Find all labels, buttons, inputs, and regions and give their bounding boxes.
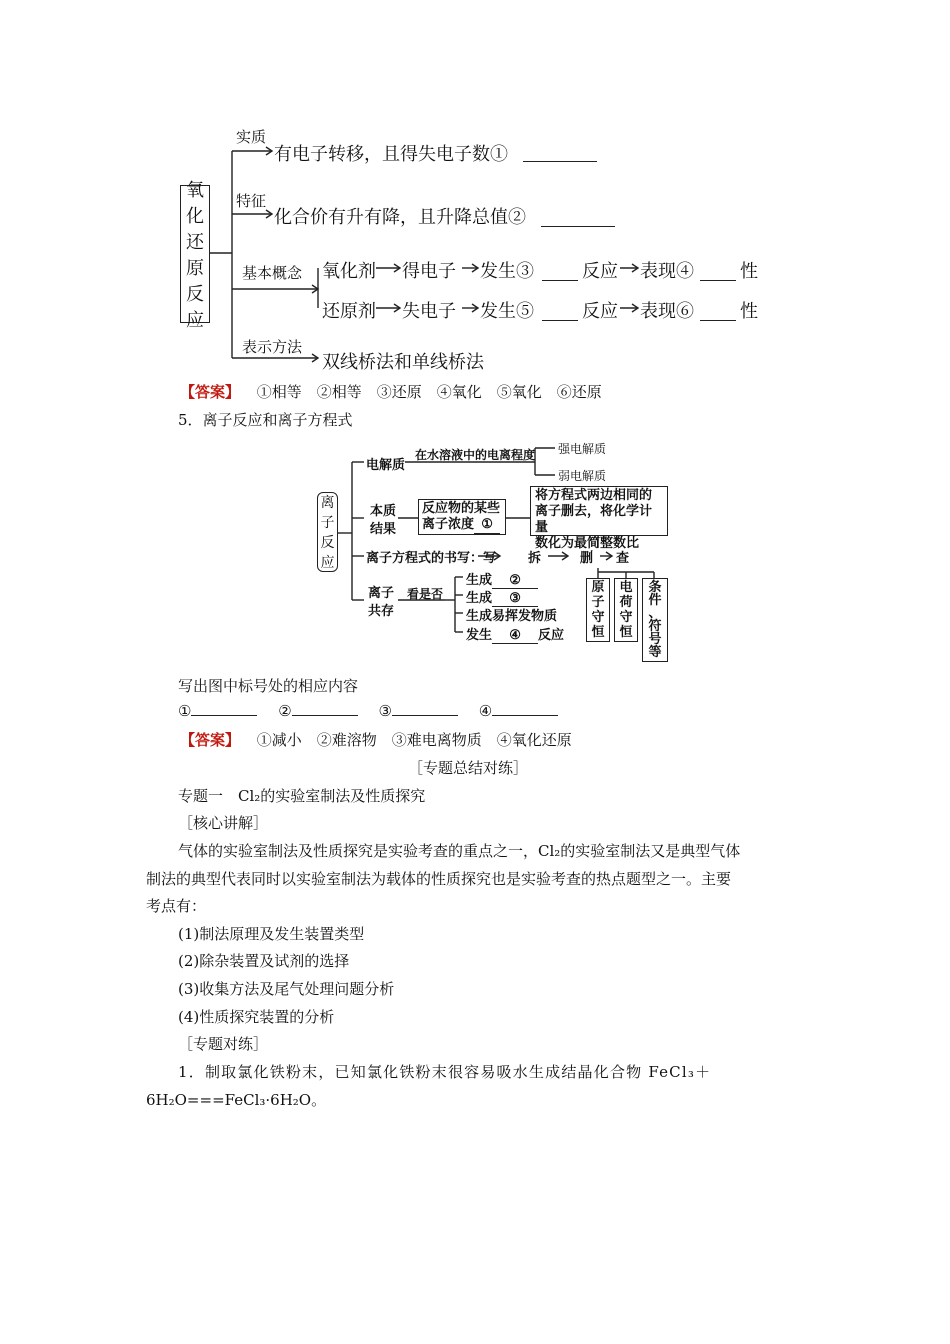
oxidant-show: 表现④	[640, 261, 694, 282]
blank-label: ②	[278, 702, 292, 720]
conditions-box: 条 件 、 符 号 等	[642, 578, 668, 662]
answer-line-2	[180, 729, 572, 750]
coexist-label: 共存	[368, 604, 395, 619]
point-item: (1)制法原理及发生装置类型	[178, 925, 365, 943]
weak-electrolyte: 弱电解质	[558, 469, 607, 483]
branch-concepts-label: 基本概念	[242, 264, 303, 282]
delete-rule-line: 离子删去，将化学计量	[535, 504, 653, 535]
paragraph-line: 气体的实验室制法及性质探究是实验考查的重点之一，Cl₂的实验室制法又是典型气体	[178, 842, 741, 860]
generate-volatile: 生成易挥发物质	[466, 609, 558, 624]
branch-essence-label: 实质	[236, 128, 267, 146]
fill-prompt: 写出图中标号处的相应内容	[178, 677, 359, 695]
reactant-line: 反应物的某些	[422, 501, 501, 516]
practice-label: ［专题对练］	[178, 1035, 269, 1053]
circle-1: ①	[474, 517, 500, 534]
oxidant-undergo: 发生③	[480, 261, 534, 282]
redox-root-char: 还	[186, 232, 204, 253]
paragraph-line: 考点有：	[146, 897, 207, 915]
answer-text: ①相等 ②相等 ③还原 ④氧化 ⑤氧化 ⑥还原	[256, 383, 602, 401]
fill-blanks-row	[178, 702, 558, 720]
question-line: 6H₂O===FeCl₃·6H₂O。	[146, 1091, 327, 1109]
redox-root-char: 氧	[186, 180, 204, 201]
ionization-degree-label: 在水溶液中的电离程度	[415, 448, 536, 462]
answer-text: ①减小 ②难溶物 ③难电离物质 ④氧化还原	[256, 731, 572, 749]
step-check: 查	[616, 551, 630, 566]
answer-tag: 【答案】	[180, 383, 241, 401]
step-split: 拆	[528, 551, 542, 566]
question-line: 1．制取氯化铁粉末，已知氯化铁粉末很容易吸水生成结晶化合物 FeCl₃＋	[178, 1063, 712, 1081]
paragraph-line: 制法的典型代表同时以实验室制法为载体的性质探究也是实验考查的热点题型之一。主要	[146, 870, 732, 888]
ionic-root-char: 离	[320, 495, 335, 511]
fill-blank[interactable]	[492, 715, 558, 716]
method-text: 双线桥法和单线桥法	[322, 352, 484, 373]
delete-rule-line: 将方程式两边相同的	[535, 488, 653, 503]
fill-blank[interactable]	[392, 715, 458, 716]
reductant-show: 表现⑥	[640, 301, 694, 322]
generate-2: 生成 ③	[466, 587, 538, 607]
circle-4: ④	[492, 628, 538, 644]
reductant-undergo: 发生⑤	[480, 301, 534, 322]
circle-3: ③	[492, 591, 538, 607]
result-label: 结果	[370, 522, 397, 537]
charge-conserve-box: 电 荷 守 恒	[614, 578, 638, 642]
blank-label: ①	[178, 702, 192, 720]
summary-header: ［专题总结对练］	[408, 759, 529, 777]
fill-blank[interactable]	[292, 715, 358, 716]
see-if-label: 看是否	[407, 587, 444, 601]
topic-title: 专题一 Cl₂的实验室制法及性质探究	[178, 787, 426, 805]
reductant-lose-electron: 失电子	[402, 301, 456, 322]
ionic-root-box	[317, 492, 338, 572]
blank-label: ④	[478, 702, 493, 720]
reactant-line: 离子浓度 ①	[422, 517, 502, 534]
oxidant-reaction: 反应	[582, 261, 618, 282]
electrolyte-label: 电解质	[366, 458, 406, 473]
redox-root-char: 原	[186, 258, 204, 279]
essence-text: 有电子转移，且得失电子数①	[274, 144, 508, 165]
answer-tag: 【答案】	[180, 731, 241, 749]
essence-label: 本质	[370, 504, 397, 519]
generate-1: 生成 ②	[466, 569, 538, 589]
feature-text: 化合价有升有降，且升降总值②	[274, 207, 526, 228]
coexist-label: 离子	[368, 586, 395, 601]
redox-root-char: 应	[186, 310, 204, 331]
point-item: (3)收集方法及尾气处理问题分析	[178, 980, 395, 998]
occur-reaction: 发生 ④ 反应	[466, 628, 565, 643]
branch-feature-label: 特征	[236, 192, 267, 210]
redox-root-char: 化	[186, 206, 204, 227]
point-item: (2)除杂装置及试剂的选择	[178, 952, 350, 970]
ionic-root-char: 子	[320, 515, 335, 531]
fill-blank[interactable]	[191, 715, 257, 716]
core-label: ［核心讲解］	[178, 814, 269, 832]
oxidant-property: 性	[740, 261, 758, 282]
ionic-root-char: 反	[320, 535, 335, 551]
strong-electrolyte: 强电解质	[558, 442, 607, 456]
reductant-property: 性	[740, 301, 758, 322]
delete-rule-line: 数化为最简整数比	[535, 536, 640, 551]
reactant-concentration-box	[418, 499, 506, 535]
reductant-reaction: 反应	[582, 301, 618, 322]
writing-label: 离子方程式的书写：写	[366, 551, 497, 566]
step-delete: 删	[580, 551, 594, 566]
redox-root-char: 反	[186, 284, 204, 305]
section-title: 5．离子反应和离子方程式	[178, 411, 353, 429]
point-item: (4)性质探究装置的分析	[178, 1008, 335, 1026]
reductant-label: 还原剂	[322, 301, 376, 322]
atom-conserve-box: 原 子 守 恒	[586, 578, 610, 642]
oxidant-gain-electron: 得电子	[402, 261, 456, 282]
delete-rule-box	[530, 486, 668, 551]
ionic-root-char: 应	[320, 555, 335, 571]
circle-2: ②	[492, 573, 538, 589]
branch-method-label: 表示方法	[242, 338, 303, 356]
blank-label: ③	[378, 702, 392, 720]
oxidant-label: 氧化剂	[322, 261, 376, 282]
